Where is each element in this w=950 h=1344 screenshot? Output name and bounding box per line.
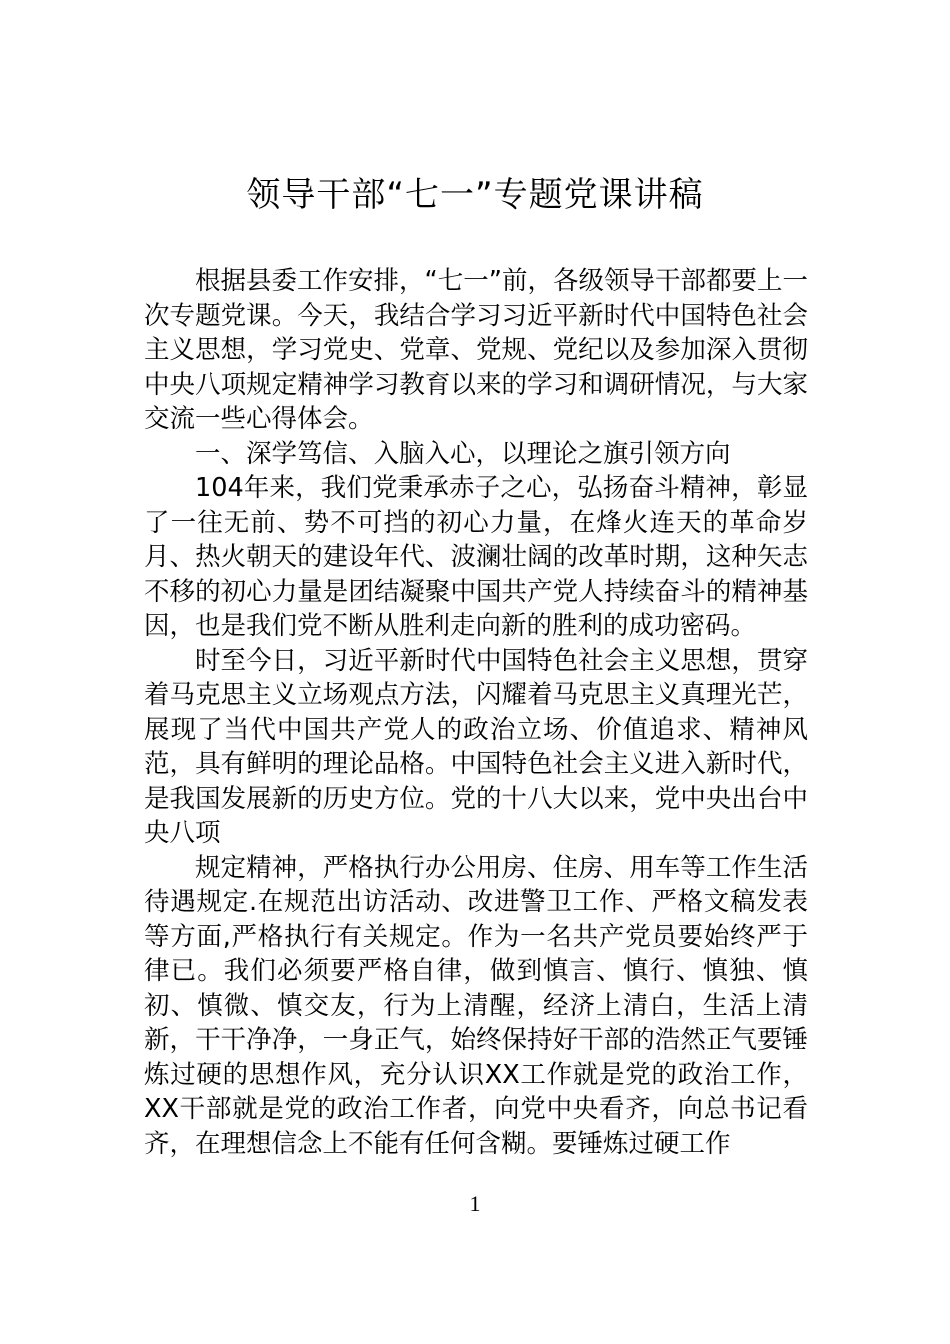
document-body [144, 264, 808, 1161]
section-heading-1: 一、深学笃信、入脑入心，以理论之旗引领方向 [195, 438, 731, 469]
paragraph-regulations: 规定精神，严格执行办公用房、住房、用车等工作生活待遇规定.在规范出访活动、改进警卫工作、严格文稿发表等方面,严格执行有关规定。作为一名共产党员要始终严于律已。我们必须要严格自律，做到慎言、慎行、慎独、慎初、慎微、慎交友，行为上清醒，经济上清白，生活上清新，干干净净，一身正气，始终保持好干部的浩然正气要锤炼过硬的思想作风，充分认识XX工作就是党的政治工作，XX干部就是党的政治工作者，向党中央看齐，向总书记看齐，在理想信念上不能有任何含糊。要锤炼过硬工作 [144, 852, 808, 1159]
paragraph-thought: 时至今日，习近平新时代中国特色社会主义思想，贯穿着马克思主义立场观点方法，闪耀着马克思主义真理光芒，展现了当代中国共产党人的政治立场、价值追求、精神风范，具有鲜明的理论品格。中国特色社会主义进入新时代，是我国发展新的历史方位。党的十八大以来，党中央出台中央八项 [144, 645, 808, 848]
paragraph-intro: 根据县委工作安排，“七一”前，各级领导干部都要上一次专题党课。今天，我结合学习习近平新时代中国特色社会主义思想，学习党史、党章、党规、党纪以及参加深入贯彻中央八项规定精神学习教育以来的学习和调研情况，与大家交流一些心得体会。 [144, 266, 808, 434]
page-number: 1 [469, 1191, 481, 1216]
paragraph-history: 104年来，我们党秉承赤子之心，弘扬奋斗精神，彰显了一往无前、势不可挡的初心力量，在烽火连天的革命岁月、热火朝天的建设年代、波澜壮阔的改革时期，这种矢志不移的初心力量是团结凝聚中国共产党人持续奋斗的精神基因，也是我们党不断从胜利走向新的胜利的成功密码。 [144, 473, 808, 641]
document-title: 领导干部“七一”专题党课讲稿 [246, 175, 704, 215]
